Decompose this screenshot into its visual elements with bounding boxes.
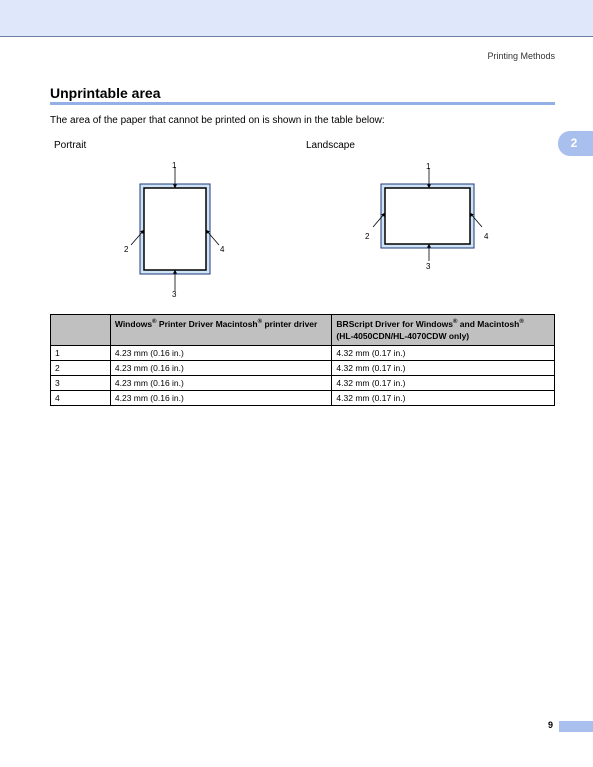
page-number: 9	[547, 720, 553, 730]
table-row	[51, 391, 555, 406]
running-head: Printing Methods	[487, 51, 555, 61]
portrait-callout-1: 1	[172, 161, 177, 170]
landscape-callout-3: 3	[426, 262, 431, 271]
landscape-label: Landscape	[306, 140, 355, 151]
table-cell: 4.32 mm (0.17 in.)	[332, 361, 555, 376]
chapter-tab[interactable]	[558, 131, 593, 156]
landscape-callout-1: 1	[426, 162, 431, 171]
table-row	[51, 376, 555, 391]
portrait-label: Portrait	[54, 140, 87, 151]
header-cell-empty	[51, 315, 111, 346]
table-cell: 4.32 mm (0.17 in.)	[332, 346, 555, 361]
portrait-callout-2: 2	[124, 245, 129, 254]
table-cell: 3	[51, 376, 111, 391]
table-cell: 4.23 mm (0.16 in.)	[110, 346, 332, 361]
unprintable-area-table	[50, 314, 555, 406]
portrait-callout-3: 3	[172, 290, 177, 299]
title-underline	[50, 102, 555, 105]
landscape-printable-area	[385, 188, 470, 244]
landscape-callout-4: 4	[484, 232, 489, 241]
table-row	[51, 346, 555, 361]
header-cell-brscript-driver: BRScript Driver for Windows® and Macintosh® (HL-4050CDN/HL-4070CDW only)	[332, 315, 555, 346]
header-band	[0, 0, 593, 37]
portrait-diagram	[115, 155, 245, 305]
table-header-row	[51, 315, 555, 346]
page-number-bar	[559, 721, 593, 732]
portrait-printable-area	[144, 188, 206, 270]
section-title: Unprintable area	[50, 85, 161, 101]
table-cell: 4.32 mm (0.17 in.)	[332, 376, 555, 391]
chapter-number: 2	[570, 136, 578, 150]
table-row	[51, 361, 555, 376]
portrait-callout-4: 4	[220, 245, 225, 254]
table-cell: 1	[51, 346, 111, 361]
table-cell: 4.23 mm (0.16 in.)	[110, 391, 332, 406]
table-cell: 4.32 mm (0.17 in.)	[332, 391, 555, 406]
table-cell: 4.23 mm (0.16 in.)	[110, 361, 332, 376]
table-cell: 4	[51, 391, 111, 406]
landscape-diagram	[360, 155, 500, 275]
table-cell: 4.23 mm (0.16 in.)	[110, 376, 332, 391]
header-cell-printer-driver: Windows® Printer Driver Macintosh® printer driver	[110, 315, 332, 346]
intro-paragraph: The area of the paper that cannot be printed on is shown in the table below:	[50, 115, 385, 126]
table-cell: 2	[51, 361, 111, 376]
landscape-callout-2: 2	[365, 232, 370, 241]
